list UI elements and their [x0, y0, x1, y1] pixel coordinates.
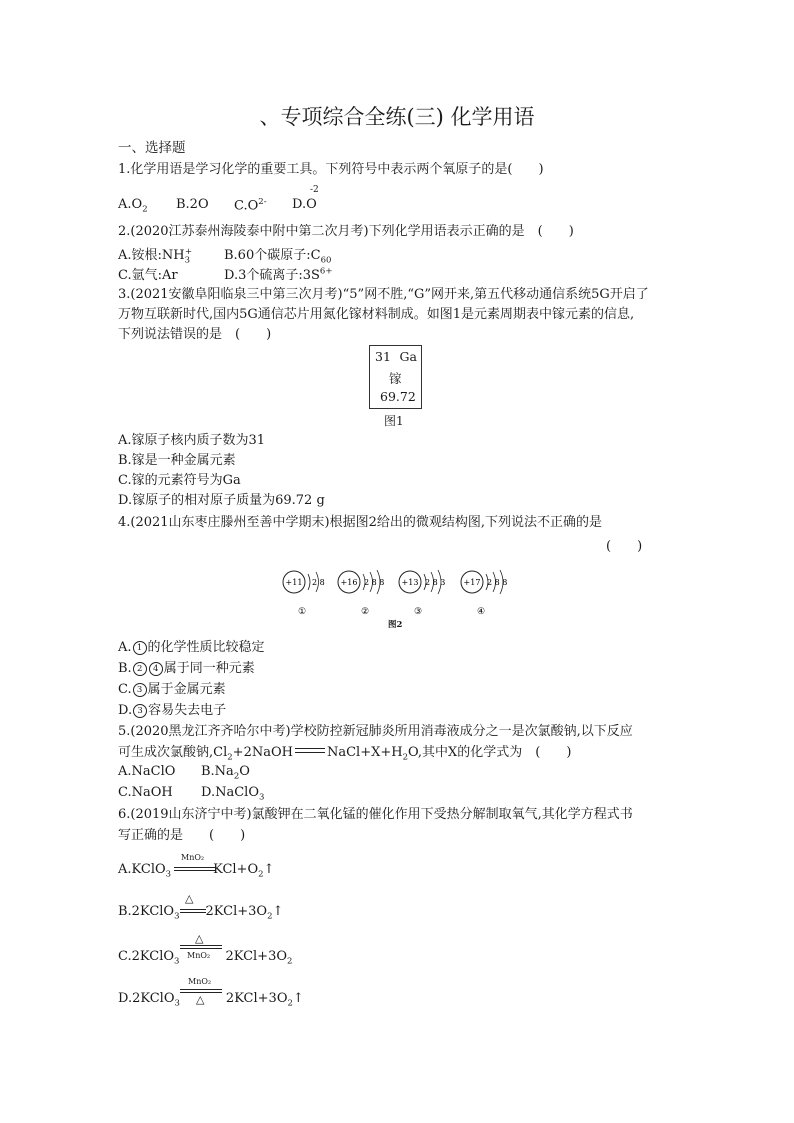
q6-stem-line2: 写正确的是 ( )	[118, 828, 246, 843]
element-card-gallium	[369, 345, 422, 409]
q5-option-d: D.NaClO$_3$	[201, 785, 265, 803]
q6-d-heat: △	[196, 993, 205, 1006]
q6-stem-line1: 6.(2019山东济宁中考)氯酸钾在二氧化锰的催化作用下受热分解制取氧气,其化学方程式书	[118, 807, 633, 822]
q6-a-equal-sign	[174, 867, 216, 871]
figure-1-caption: 图1	[384, 414, 404, 428]
page-title: 、专项综合全练(三) 化学用语	[259, 105, 535, 129]
atomic-structure-diagrams	[270, 560, 530, 620]
q2-option-d: D.3个硫离子$:3S^{6+}$	[224, 266, 333, 283]
atom-1-label: ①	[297, 607, 307, 617]
atom-2-nucleus: +16	[340, 578, 358, 587]
figure-2-caption: 图2	[388, 620, 403, 630]
q3-option-b: B.镓是一种金属元素	[118, 453, 236, 468]
element-atomic-number: 31	[375, 349, 391, 364]
atom-3-nucleus: +13	[401, 578, 419, 587]
q1-option-b: B.2O	[176, 197, 209, 212]
q6-option-c: C.2KClO$_3$ $2KCl+3O_2$	[118, 949, 293, 967]
q1-option-d: D.O -2	[292, 185, 319, 212]
q6-c-equal-sign	[180, 945, 222, 949]
q4-option-d: D. 3 容易失去电子	[118, 703, 227, 718]
q6-b-heat: △	[185, 892, 194, 905]
atom-1-nucleus: +11	[285, 578, 303, 587]
element-mass: 69.72	[380, 389, 416, 404]
atom-1-shells: 2 8	[312, 578, 325, 587]
atom-2-shells: 2 8 8	[364, 578, 385, 587]
element-name: 镓	[389, 371, 402, 386]
q5-option-b: $B.Na_2O$	[201, 764, 250, 782]
q3-stem-line1: 3.(2021安徽阜阳临泉三中第三次月考)“5”网不胜,“G”网开来,第五代移动通信系统5G开启了	[118, 287, 649, 302]
atom-3-label: ③	[413, 607, 423, 617]
q1-option-a: $A.O_2$	[118, 197, 148, 215]
q2-option-c: C.氩气:Ar	[118, 268, 178, 283]
atom-2-label: ②	[360, 607, 370, 617]
q6-b-equal-sign	[180, 909, 206, 913]
atom-4-label: ④	[476, 607, 486, 617]
q5-equal-sign	[295, 748, 325, 753]
q3-stem-line2: 万物互联新时代,国内5G通信芯片用氮化镓材料制成。如图1是元素周期表中镓元素的信息,	[118, 307, 635, 322]
q1-option-d-valence: -2	[310, 185, 319, 195]
q5-option-c: C.NaOH	[118, 785, 173, 800]
q5-stem-line2: 可生成次氯酸钠$,Cl_2+2NaOH$ $NaCl+X+H_2O$,其中X的化学式为 ( )	[118, 745, 572, 763]
q3-option-a: A.镓原子核内质子数为31	[118, 433, 266, 448]
q1-stem: 1.化学用语是学习化学的重要工具。下列符号中表示两个氧原子的是( )	[118, 162, 544, 177]
q2-stem: 2.(2020江苏泰州海陵泰中附中第二次月考)下列化学用语表示正确的是 ( )	[118, 224, 574, 239]
q4-option-a: A. 1 的化学性质比较稳定	[118, 640, 265, 655]
q3-stem-line3: 下列说法错误的是 ( )	[118, 327, 272, 342]
q4-option-b: B. 2 4 属于同一种元素	[118, 661, 255, 676]
atom-diagram-2	[338, 570, 384, 617]
q4-stem: 4.(2021山东枣庄滕州至善中学期末)根据图2给出的微观结构图,下列说法不正确的是	[118, 515, 603, 530]
q4-answer-paren: ( )	[606, 539, 643, 554]
atom-diagram-4	[461, 570, 507, 617]
q5-stem-line1: 5.(2020黑龙江齐齐哈尔中考)学校防控新冠肺炎所用消毒液成分之一是次氯酸钠,以下反应	[118, 724, 633, 739]
q2-option-a: A.铵根$:NH_3^+$	[118, 246, 193, 266]
q6-option-d: D.2KClO$_3$ $2KCl+3O_2↑$	[118, 991, 304, 1009]
q6-c-heat: △	[195, 932, 204, 945]
q6-d-catalyst: MnO₂	[188, 977, 212, 986]
atom-diagram-3	[399, 570, 445, 617]
q6-option-a: A.KClO$_3$ $KCl+O_2↑$	[118, 862, 275, 880]
q6-c-catalyst: MnO₂	[187, 951, 211, 960]
q6-option-b: B.2KClO$_3$ $2KCl+3O_2↑$	[118, 904, 284, 922]
element-symbol: Ga	[399, 349, 417, 364]
q2-option-b: B.60个碳原子$:C_{60}$	[224, 248, 332, 266]
atom-diagram-1	[283, 571, 325, 617]
atom-3-shells: 2 8 3	[425, 578, 446, 587]
q1-option-c: $C.O^{2-}$	[234, 197, 267, 214]
atom-4-nucleus: +17	[463, 578, 481, 587]
atom-4-shells: 2 8 8	[487, 578, 508, 587]
q3-option-c: C.镓的元素符号为Ga	[118, 473, 241, 488]
section-heading: 一、选择题	[118, 140, 186, 156]
q3-option-d: D.镓原子的相对原子质量为69.72 g	[118, 493, 325, 508]
q6-a-catalyst: MnO₂	[181, 853, 205, 862]
q4-option-c: C. 3 属于金属元素	[118, 682, 226, 697]
q5-option-a: A.NaClO	[118, 764, 176, 779]
